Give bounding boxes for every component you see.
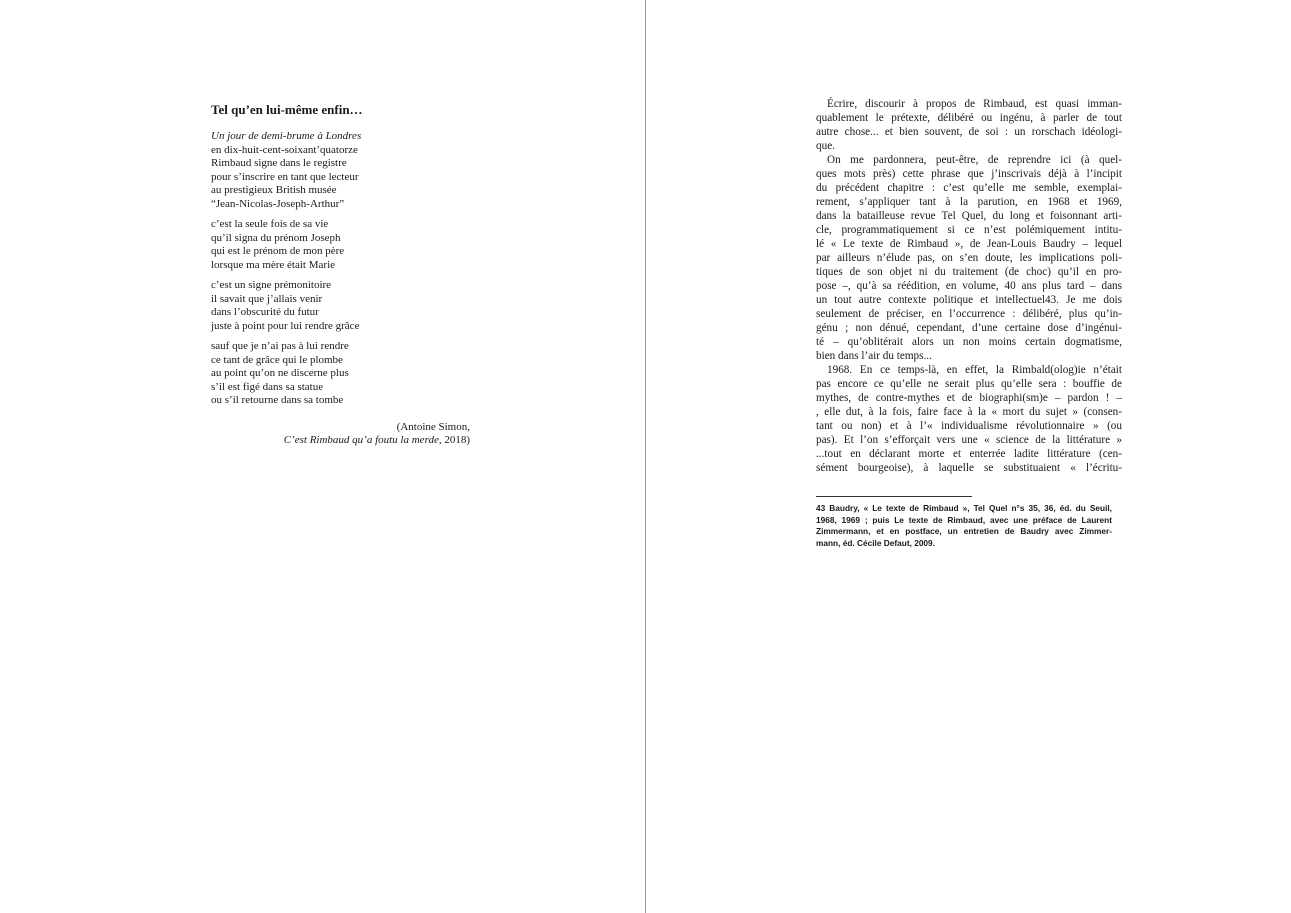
footnote-line: mann, éd. Cécile Defaut, 2009. bbox=[816, 538, 935, 549]
poem-verse: ce tant de grâce qui le plombe bbox=[211, 353, 343, 366]
body-text-line: cle, programmatiquement si ce n’est polémiquement intitu- bbox=[816, 224, 1122, 236]
body-text-line: dans la batailleuse revue Tel Quel, du long et foisonnant arti- bbox=[816, 210, 1122, 222]
poem-verse: lorsque ma mère était Marie bbox=[211, 258, 336, 271]
poem-verse: Rimbaud signe dans le registre bbox=[211, 157, 347, 169]
attribution-author: (Antoine Simon, bbox=[396, 420, 470, 433]
body-text-line: ...tout en déclarant morte et enterrée ladite littérature (cen- bbox=[816, 448, 1122, 460]
poem-verse: en dix-huit-cent-soixant’quatorze bbox=[211, 143, 358, 156]
footnote-separator bbox=[816, 496, 972, 497]
body-text-line: seulement de préciser, en l’occurrence : délibéré, plus qu’in- bbox=[816, 308, 1122, 320]
body-text-line: On me pardonnera, peut-être, de reprendre ici (à quel- bbox=[827, 154, 1122, 166]
body-text-line: té – qu’oblitérait alors un non moins certain dogmatisme, bbox=[816, 336, 1122, 348]
body-text-line: génu ; non dénué, cependant, d’une certaine dose d’ingénui- bbox=[816, 322, 1122, 334]
footnote-line: 43 Baudry, « Le texte de Rimbaud », Tel Quel n°s 35, 36, éd. du Seuil, bbox=[816, 503, 1112, 513]
poem-verse: dans l’obscurité du futur bbox=[211, 306, 319, 318]
poem-verse: c’est la seule fois de sa vie bbox=[211, 218, 329, 230]
poem-verse: c’est un signe prémonitoire bbox=[211, 279, 332, 291]
body-text-line: pas). Et l’on s’efforçait vers une « science de la littérature » bbox=[816, 434, 1122, 446]
body-text-line: Écrire, discourir à propos de Rimbaud, est quasi imman- bbox=[827, 98, 1122, 110]
body-text-line: tant ou non) et à l’« individualisme révolutionnaire » (ou bbox=[816, 420, 1122, 432]
poem-verse: pour s’inscrire en tant que lecteur bbox=[211, 170, 359, 183]
right-page-body bbox=[816, 97, 1122, 475]
footnote bbox=[816, 503, 1112, 550]
poem-verse: qui est le prénom de mon père bbox=[211, 245, 345, 257]
poem-verse: Un jour de demi-brume à Londres bbox=[211, 130, 362, 142]
body-text-line: lé « Le texte de Rimbaud », de Jean-Louis Baudry – lequel bbox=[816, 238, 1122, 250]
body-text-line: quablement le prétexte, délibéré ou ingénu, à parler de tout bbox=[816, 112, 1122, 124]
body-text-line: par ailleurs n’élude pas, on s’en doute, les implications poli- bbox=[816, 252, 1122, 264]
poem-verse: juste à point pour lui rendre grâce bbox=[211, 319, 360, 332]
body-text-line: 1968. En ce temps-là, en effet, la Rimbald(olog)ie n’était bbox=[827, 364, 1122, 376]
poem-stanza-3 bbox=[211, 279, 479, 333]
body-text-line: autre chose... et bien souvent, de soi : un rorschach idéologi- bbox=[816, 126, 1122, 138]
poem-stanza-2 bbox=[211, 218, 479, 272]
body-text-line: mythes, de contre-mythes et de biographi(sm)e – pardon ! – bbox=[816, 392, 1122, 404]
poem-title: Tel qu’en lui-même enfin… bbox=[211, 102, 363, 117]
body-text-line: rement, s’appliquer tant à la parution, en 1968 et 1969, bbox=[816, 196, 1122, 208]
body-text-line: pose –, qu’à sa réédition, en volume, 40 ans plus tard – dans bbox=[816, 280, 1122, 292]
attribution-source bbox=[211, 434, 470, 448]
poem-verse: il savait que j’allais venir bbox=[211, 292, 323, 305]
poem-attribution bbox=[211, 421, 479, 448]
body-text-line: tiques de son objet ni du traitement (de choc) qu’il en pro- bbox=[816, 266, 1122, 278]
poem-verse: sauf que je n’ai pas à lui rendre bbox=[211, 340, 349, 352]
poem-verse: au point qu’on ne discerne plus bbox=[211, 367, 349, 379]
footnote-line: 1968, 1969 ; puis Le texte de Rimbaud, avec une préface de Laurent bbox=[816, 514, 1112, 525]
body-text-line: , elle dut, à la fois, faire face à la « mort du sujet » (consen- bbox=[816, 406, 1122, 418]
poem-verse: “Jean-Nicolas-Joseph-Arthur” bbox=[211, 197, 345, 210]
poem-verse: qu’il signa du prénom Joseph bbox=[211, 231, 341, 244]
body-text-line: que. bbox=[816, 140, 835, 152]
body-text-line: bien dans l’air du temps... bbox=[816, 350, 932, 362]
page-gutter-divider bbox=[645, 0, 646, 913]
poem-verse: s’il est figé dans sa statue bbox=[211, 380, 324, 393]
body-text-line: ques mots près) cette phrase que j’inscrivais déjà à l’incipit bbox=[816, 168, 1122, 180]
body-text-line: du précédent chapitre : c’est qu’elle me semble, exemplai- bbox=[816, 182, 1122, 194]
body-text-line: pas encore ce qu’elle ne serait plus qu’elle sera : bouffie de bbox=[816, 378, 1122, 390]
poem-stanza-1 bbox=[211, 130, 479, 211]
poem-verse: au prestigieux British musée bbox=[211, 184, 337, 196]
attribution-book-title: C’est Rimbaud qu’a foutu la merde bbox=[283, 434, 439, 446]
body-text-line: sément bourgeoise), à laquelle se substituaient « l’écritu- bbox=[816, 462, 1122, 474]
poem-stanza-4 bbox=[211, 340, 479, 408]
left-page bbox=[211, 102, 479, 448]
poem-verse: ou s’il retourne dans sa tombe bbox=[211, 394, 344, 406]
attribution-year: , 2018) bbox=[438, 434, 470, 446]
footnote-line: Zimmermann, et en postface, un entretien de Baudry avec Zimmer- bbox=[816, 526, 1112, 537]
body-text-line: un tout autre contexte politique et intellectuel43. Je me dois bbox=[816, 294, 1122, 306]
